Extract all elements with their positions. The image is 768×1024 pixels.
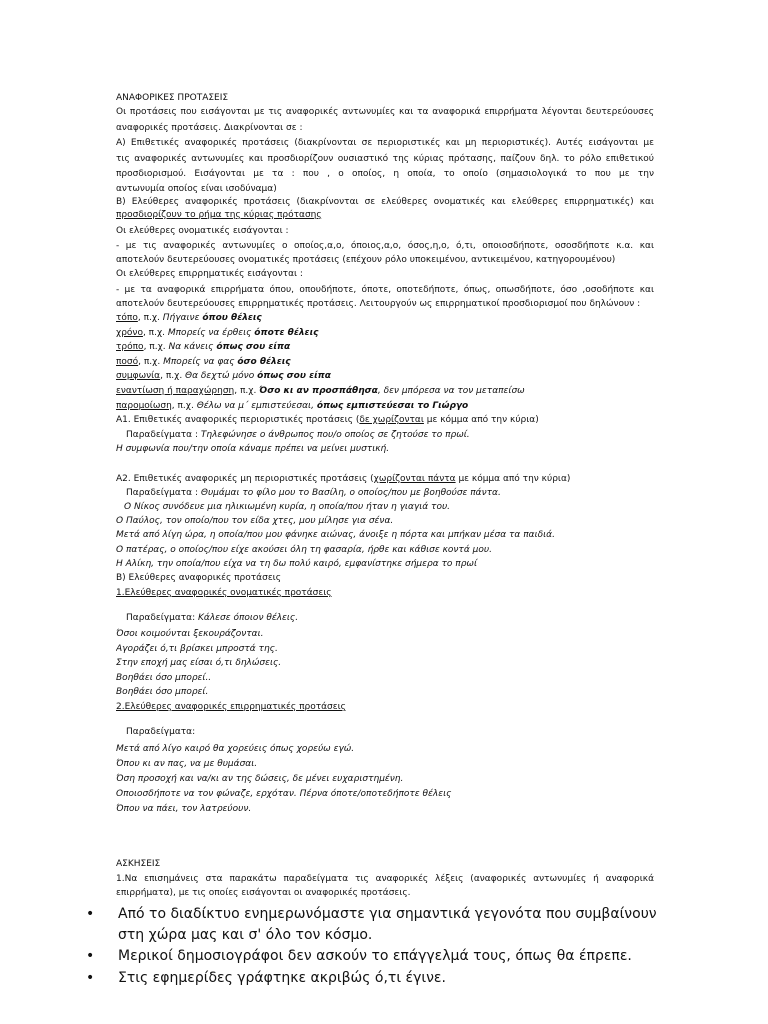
example-text: Τηλεφώνησε ο άνθρωπος που/ο οποίος σε ζητούσε το πρωί. (200, 430, 470, 440)
adverbial-label: τρόπο (116, 342, 144, 352)
example-text: Μπορείς να φας (163, 357, 238, 367)
adverbial-label: παρομοίωση (116, 401, 172, 411)
a1-example (116, 429, 664, 442)
heading-emphasis: δε χωρίζονται (359, 415, 424, 425)
a2-example: Μετά από λίγη ώρα, η οποία/που μου φάνηκε αιώνας, άνοιξε η πόρτα και μπήκαν μέσα τα παιδιά. (116, 530, 555, 540)
a2-example: Η Αλίκη, την οποία/που είχα να τη δω πολύ καιρό, εμφανίστηκε σήμερα το πρωί (116, 559, 478, 569)
adverbial-example (116, 312, 654, 325)
examples-label: Παραδείγματα: (126, 613, 198, 623)
example-text: Θυμάμαι το φίλο μου το Βασίλη, ο οποίος/που με βοηθούσε πάντα. (200, 488, 501, 498)
example-text: Πήγαινε (162, 313, 203, 323)
a2-heading (116, 473, 654, 486)
b1-example (116, 612, 664, 625)
exercise-bullet (86, 946, 666, 967)
b2-example: Μετά από λίγο καιρό θα χορεύεις όπως χορεύω εγώ. (116, 744, 355, 754)
paragraph-line: τις αναφορικές αντωνυμίες και προσδιορίζουν ουσιαστικό της κύριας πρότασης, παίζουν δηλ. το ρόλο επιθετικού (116, 154, 654, 164)
example-clause: όπου θέλεις (202, 313, 262, 323)
heading-text: Α2. Επιθετικές αναφορικές μη περιοριστικές προτάσεις ( (116, 474, 374, 484)
b1-example: Αγοράζει ό,τι βρίσκει μπροστά της. (116, 644, 278, 654)
example-text: Να κάνεις (168, 342, 217, 352)
example-text: Θέλω να μ΄ εμπιστεύεσαι, (196, 401, 317, 411)
paragraph-line: προσδιορίζουν το ρήμα της κύριας πρότασης (116, 210, 322, 220)
paragraph-line: Οι προτάσεις που εισάγονται με τις αναφορικές αντωνυμίες και τα αναφορικά επιρρήματα λέγονται δευτερεύουσες (116, 107, 654, 117)
section-a-line: Α) Επιθετικές αναφορικές προτάσεις (διακρίνονται σε περιοριστικές και μη περιοριστικές). Αυτές εισάγονται με (116, 138, 654, 148)
example-text: Κάλεσε όποιον θέλεις. (198, 613, 299, 623)
heading-emphasis: χωρίζονται πάντα (373, 474, 456, 484)
paragraph-line: Οι ελεύθερες ονοματικές εισάγονται : (116, 226, 289, 236)
a2-example (116, 487, 664, 500)
examples-label: Παραδείγματα : (126, 430, 198, 440)
a2-example: Ο πατέρας, ο οποίος/που είχε ακούσει όλη τη φασαρία, ήρθε και κάθισε κοντά μου. (116, 545, 492, 555)
a2-example: Ο Παύλος, τον οποίο/που τον είδα χτες, μου μίλησε για σένα. (116, 516, 394, 526)
example-clause: όπως σου είπα (257, 371, 331, 381)
adverbial-example (116, 327, 654, 340)
example-rest: , δεν μπόρεσα να τον μεταπείσω (377, 386, 525, 396)
example-prefix: , π.χ. (142, 328, 168, 338)
bullet-text (118, 904, 666, 946)
b1-example: Βοηθάει όσο μπορεί. (116, 687, 209, 697)
example-clause: όσο θέλεις (237, 357, 291, 367)
paragraph-line: αντωνυμία οποίος είναι ισοδύναμα) (116, 184, 277, 194)
bullet-line: Από το διαδίκτυο ενημερωνόμαστε για σημαντικά γεγονότα που συμβαίνουν (118, 906, 657, 922)
bullet-text: Μερικοί δημοσιογράφοι δεν ασκούν το επάγγελμά τους, όπως θα έπρεπε. (118, 948, 632, 964)
paragraph-line: προσδιορισμού. Εισάγονται με τα : που , ο οποίος, η οποία, το οποίο (σημασιολογικά το που με την (116, 169, 654, 179)
example-prefix: , π.χ. (138, 357, 164, 367)
b1-example: Βοηθάει όσο μπορεί.. (116, 673, 212, 683)
heading-text: με κόμμα από την κύρια) (455, 474, 571, 484)
example-prefix: , π.χ. (137, 313, 163, 323)
b1-example: Στην εποχή μας είσαι ό,τι δηλώσεις. (116, 658, 282, 668)
b2-examples-label: Παραδείγματα: (126, 727, 196, 737)
a2-example: Ο Νίκος συνόδευε μια ηλικιωμένη κυρία, η οποία/που ήταν η γιαγιά του. (124, 502, 451, 512)
paragraph-line: - με τα αναφορικά επιρρήματα όπου, οπουδήποτε, όποτε, οποτεδήποτε, όπως, οπωσδήποτε, όσο ,οσοδήποτε και (116, 285, 654, 295)
bullet-line: στη χώρα μας και σ' όλο τον κόσμο. (118, 927, 373, 943)
paragraph-line: αποτελούν δευτερεύουσες ονοματικές προτάσεις (επέχουν ρόλο υποκειμένου, αντικειμένου, κατηγορουμένου) (116, 255, 616, 265)
adverbial-label: ποσό (116, 357, 139, 367)
bullet-icon: • (86, 948, 95, 964)
example-prefix: , π.χ. (160, 371, 186, 381)
a1-heading (116, 414, 654, 427)
adverbial-label: συμφωνία (116, 371, 161, 381)
b2-example: Όπου κι αν πας, να με θυμάσαι. (116, 759, 258, 769)
b1-heading: 1.Ελεύθερες αναφορικές ονοματικές προτάσεις (116, 588, 332, 598)
bullet-text: Στις εφημερίδες γράφτηκε ακριβώς ό,τι έγινε. (118, 970, 446, 986)
adverbial-example (116, 356, 654, 369)
heading-text: με κόμμα από την κύρια) (423, 415, 539, 425)
exercise-bullet (86, 968, 666, 989)
example-prefix: , π.χ. (171, 401, 197, 411)
example-clause: όποτε θέλεις (254, 328, 319, 338)
b2-example: Όση προσοχή και να/κι αν της δώσεις, δε μένει ευχαριστημένη. (116, 774, 404, 784)
b2-example: Οποιοσδήποτε να τον φώναζε, ερχόταν. Πέρνα όποτε/οποτεδήποτε θέλεις (116, 789, 452, 799)
exercise-bullet (86, 904, 666, 946)
example-prefix: , π.χ. (143, 342, 169, 352)
exercise-question: επιρρήματα), με τις οποίες εισάγονται οι αναφορικές προτάσεις. (116, 888, 411, 898)
paragraph-line: αποτελούν δευτερεύουσες επιρρηματικές προτάσεις. Λειτουργούν ως επιρρηματικοί προσδιορισμοί που δηλώνουν : (116, 299, 641, 309)
example-text: Θα δεχτώ μόνο (185, 371, 258, 381)
adverbial-label: τόπο (116, 313, 138, 323)
adverbial-example (116, 400, 654, 413)
b2-heading: 2.Ελεύθερες αναφορικές επιρρηματικές προτάσεις (116, 702, 346, 712)
adverbial-example (116, 370, 654, 383)
paragraph-line: Οι ελεύθερες επιρρηματικές εισάγονται : (116, 269, 303, 279)
adverbial-example (116, 341, 654, 354)
paragraph-line: - με τις αναφορικές αντωνυμίες ο οποίος,α,ο, όποιος,α,ο, όσος,η,ο, ό,τι, οποιοσδήποτε, οσοσδήποτε κ.α. και (116, 241, 654, 251)
example-prefix: , π.χ. (234, 386, 260, 396)
example-text: Μπορείς να έρθεις (167, 328, 255, 338)
example-clause: όπως σου είπα (216, 342, 291, 352)
exercise-question: 1.Να επισημάνεις στα παρακάτω παραδείγματα τις αναφορικές λέξεις (αναφορικές αντωνυμίες ή αναφορικά (116, 874, 654, 884)
b1-example: Όσοι κοιμούνται ξεκουράζονται. (116, 629, 264, 639)
a1-example: Η συμφωνία που/την οποία κάναμε πρέπει να μείνει μυστική. (116, 444, 390, 454)
bullet-icon: • (86, 970, 95, 986)
adverbial-example (116, 385, 654, 398)
examples-label: Παραδείγματα : (126, 488, 198, 498)
document-title: ΑΝΑΦΟΡΙΚΕΣ ΠΡΟΤΑΣΕΙΣ (116, 93, 229, 103)
example-clause: όπως εμπιστεύεσαι το Γιώργο (316, 401, 469, 411)
adverbial-label: εναντίωση ή παραχώρηση (116, 386, 235, 396)
adverbial-label: χρόνο (116, 328, 143, 338)
paragraph-line: αναφορικές προτάσεις. Διακρίνονται σε : (116, 123, 303, 133)
bullet-icon: • (86, 906, 95, 922)
example-clause: Όσο κι αν προσπάθησα (259, 386, 378, 396)
exercises-heading: ΑΣΚΗΣΕΙΣ (116, 859, 161, 869)
section-b-line: Β) Ελεύθερες αναφορικές προτάσεις (διακρίνονται σε ελεύθερες ονοματικές και ελεύθερες επιρρηματικές) και (116, 197, 654, 207)
b2-example: Όπου να πάει, τον λατρεύουν. (116, 804, 252, 814)
b-heading: Β) Ελεύθερες αναφορικές προτάσεις (116, 573, 282, 583)
heading-text: Α1. Επιθετικές αναφορικές περιοριστικές προτάσεις ( (116, 415, 360, 425)
